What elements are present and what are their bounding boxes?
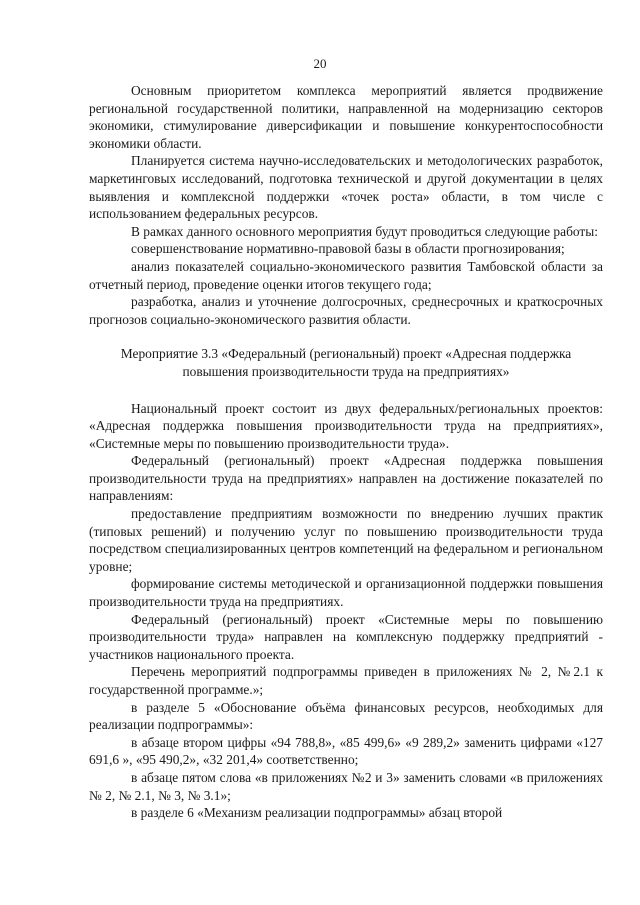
list-item: разработка, анализ и уточнение долгосрочных, среднесрочных и краткосрочных прогнозов социально-экономического развития области.	[89, 294, 603, 327]
paragraph: в разделе 5 «Обоснование объёма финансовых ресурсов, необходимых для реализации подпрограммы»:	[89, 699, 603, 733]
paragraph: Федеральный (региональный) проект «Системные меры по повышению производительности труда» направлен на комплексную поддержку предприятий - участников национального проекта.	[89, 611, 603, 662]
paragraph: В рамках данного основного мероприятия будут проводиться следующие работы:	[131, 223, 598, 239]
paragraph: Основным приоритетом комплекса мероприятий является продвижение региональной государственной политики, направленной на модернизацию секторов экономики, стимулирование диверсификации и повышение конкурентоспособности экономики области.	[89, 83, 603, 151]
paragraph: Перечень мероприятий подпрограммы приведен в приложениях № 2, №2.1 к государственной программе.»;	[89, 664, 603, 697]
section-heading: Мероприятие 3.3 «Федеральный (региональный) проект «Адресная поддержка повышения производительности труда на предприятиях»	[120, 346, 572, 379]
paragraph: Планируется система научно-исследовательских и методологических разработок, маркетинговых исследований, подготовка технической и другой документации в целях выявления и комплексной поддержки «точек роста» области, в том числе с использованием федеральных ресурсов.	[89, 153, 603, 222]
document-body	[89, 82, 603, 822]
paragraph: Национальный проект состоит из двух федеральных/региональных проектов: «Адресная поддержка повышения производительности труда на предприятиях», «Системные меры по повышению производительности труда».	[89, 400, 603, 451]
paragraph: Федеральный (региональный) проект «Адресная поддержка повышения производительности труда на предприятиях» направлен на достижение показателей по направлениям:	[89, 453, 603, 504]
page-number: 20	[313, 56, 327, 71]
list-item: анализ показателей социально-экономического развития Тамбовской области за отчетный период, проведение оценки итогов текущего года;	[89, 258, 603, 292]
paragraph: в абзаце пятом слова «в приложениях №2 и 3» заменить словами «в приложениях № 2, № 2.1, № 3, № 3.1»;	[89, 769, 603, 803]
paragraph: в абзаце втором цифры «94 788,8», «85 499,6» «9 289,2» заменить цифрами «127 691,6 », «95 490,2», «32 201,4» соответственно;	[89, 734, 603, 768]
list-item: совершенствование нормативно-правовой базы в области прогнозирования;	[131, 241, 565, 257]
list-item: формирование системы методической и организационной поддержки повышения производительности труда на предприятиях.	[89, 576, 603, 610]
list-item: предоставление предприятиям возможности по внедрению лучших практик (типовых решений) и получению услуг по повышению производительности труда посредством специализированных центров компетенций на федеральном и региональном уровне;	[89, 506, 603, 574]
paragraph: в разделе 6 «Механизм реализации подпрограммы» абзац второй	[131, 805, 503, 821]
